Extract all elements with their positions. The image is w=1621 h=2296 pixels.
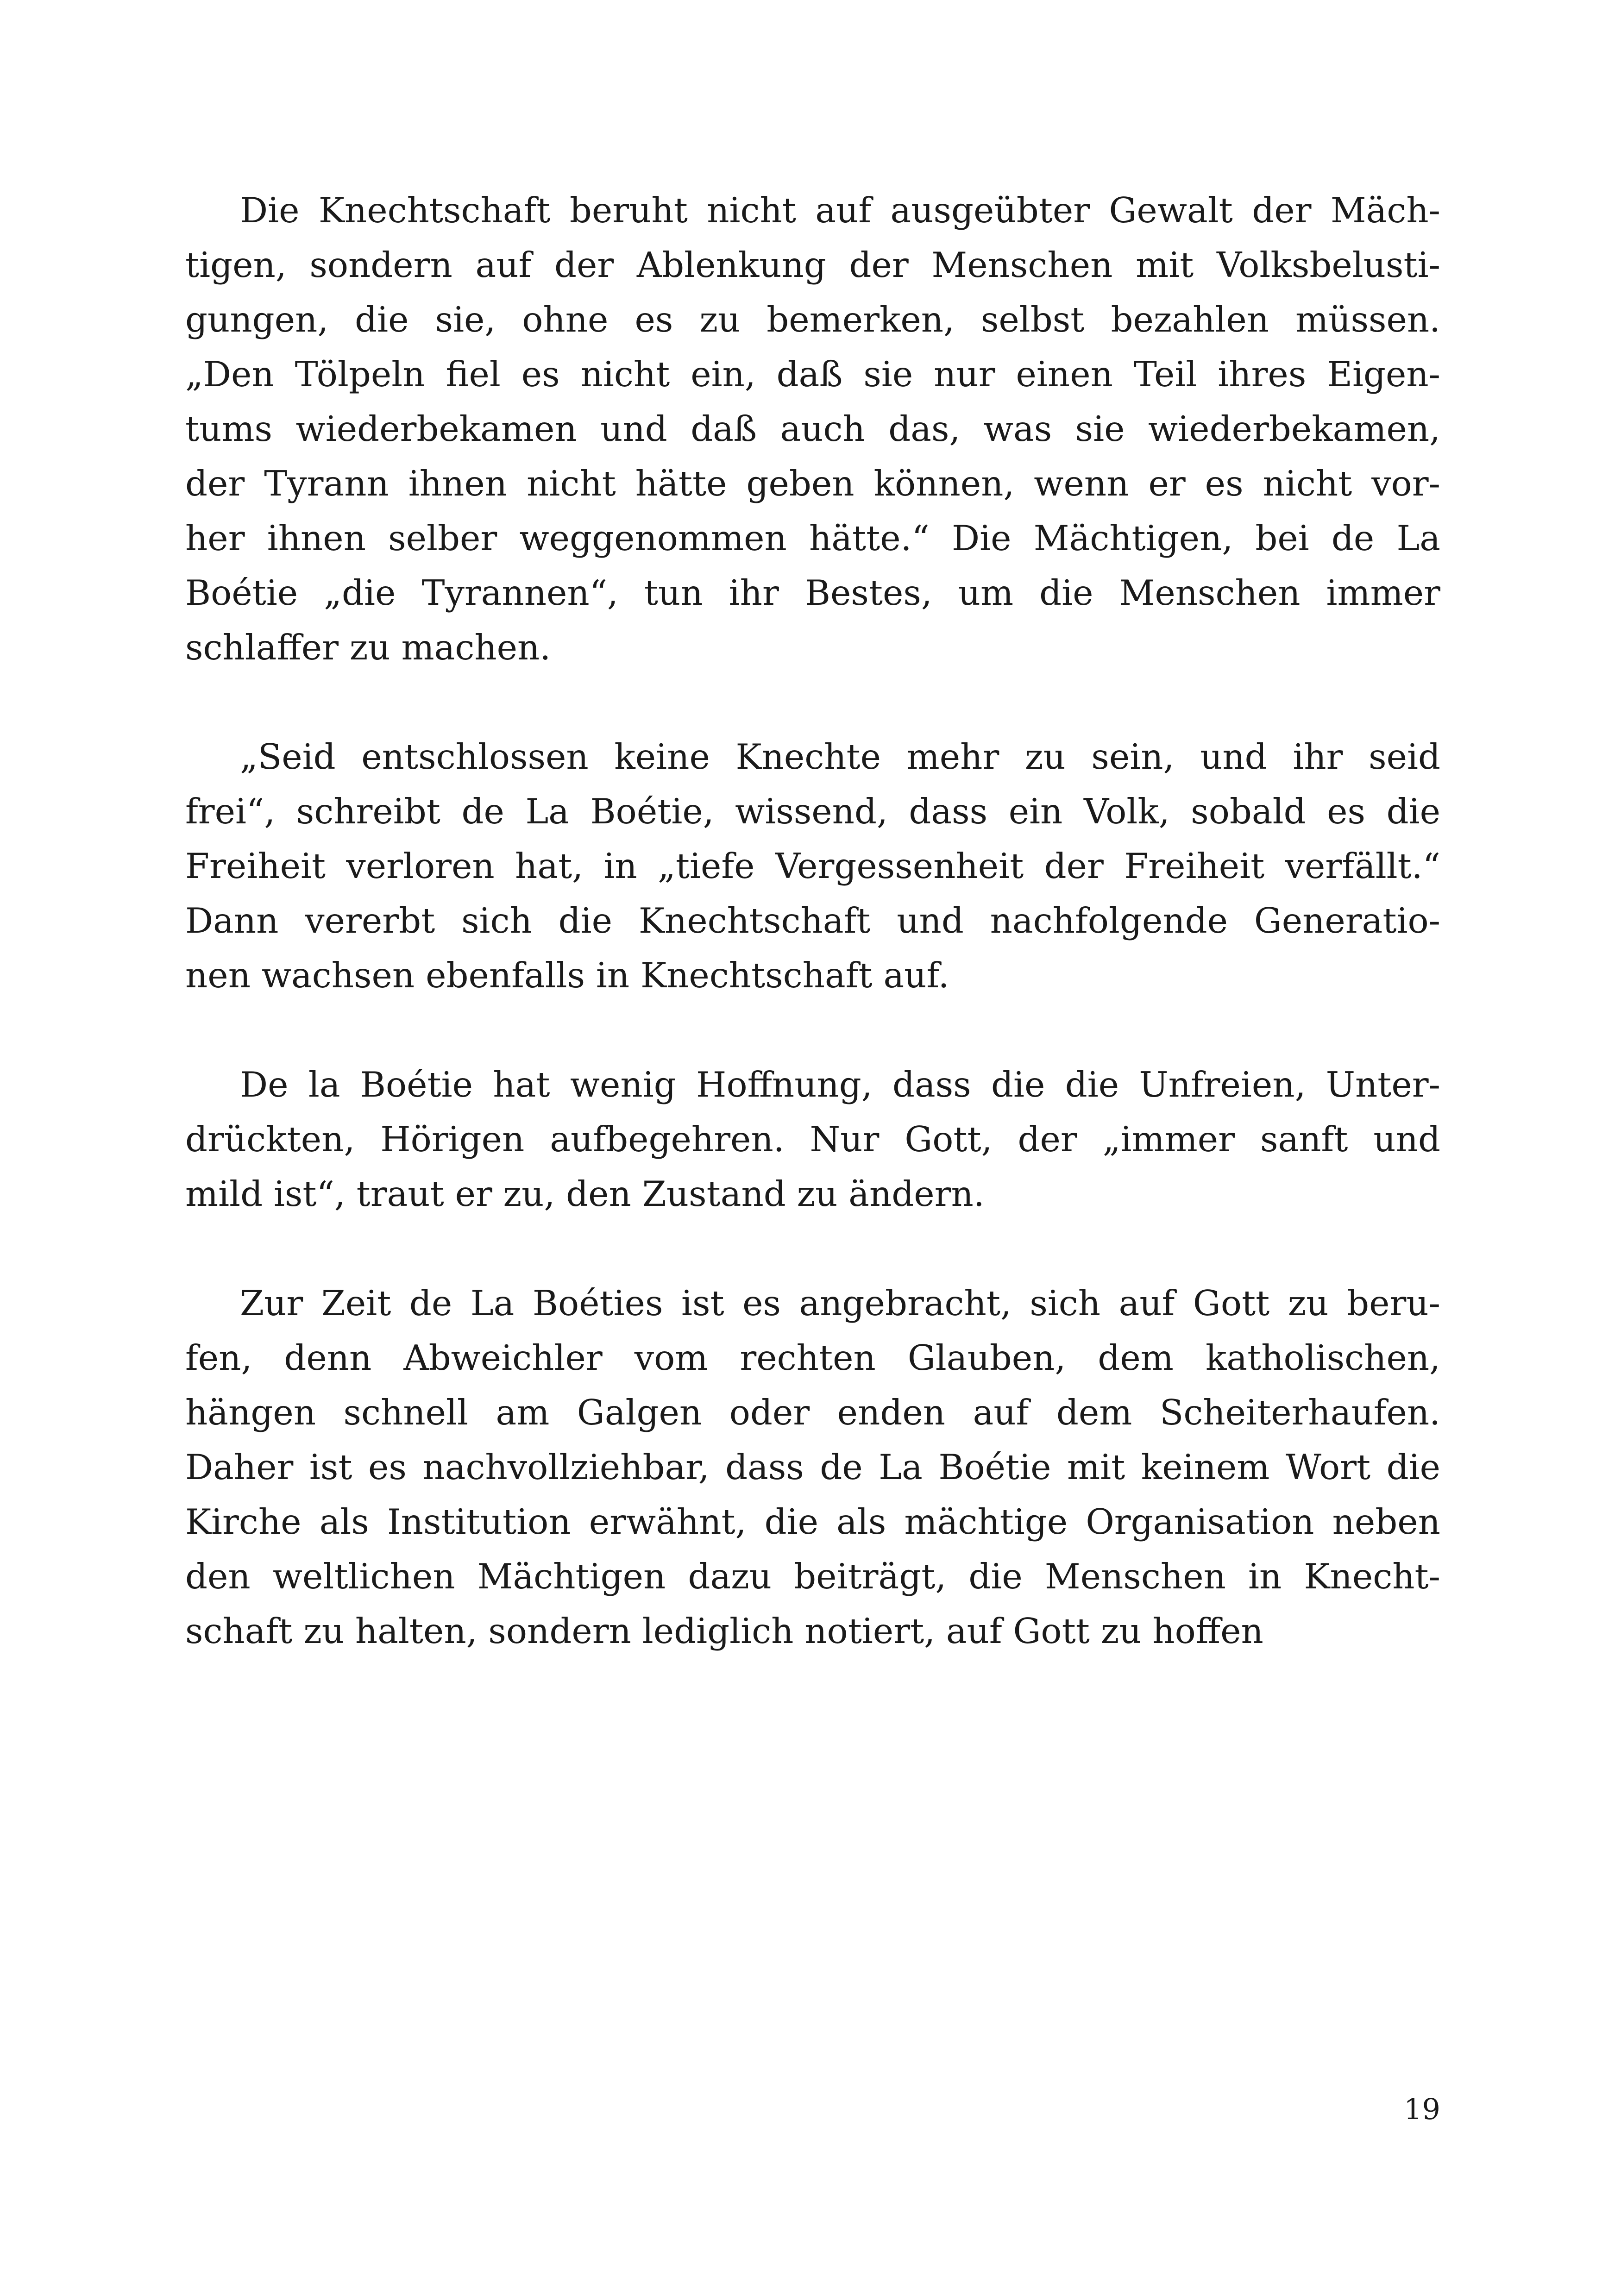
text-line: „Den Tölpeln fiel es nicht ein, daß sie nur einen Teil ihres Eigen- xyxy=(185,354,1440,395)
text-line: hängen schnell am Galgen oder enden auf dem Scheiterhaufen. xyxy=(185,1392,1440,1433)
text-line: Daher ist es nachvollziehbar, dass de La Boétie mit keinem Wort die xyxy=(185,1447,1440,1487)
text-line: frei“, schreibt de La Boétie, wissend, dass ein Volk, sobald es die xyxy=(185,791,1440,832)
text-line: den weltlichen Mächtigen dazu beiträgt, die Menschen in Knecht- xyxy=(185,1556,1440,1597)
text-line: Die Knechtschaft beruht nicht auf ausgeübter Gewalt der Mäch- xyxy=(240,190,1440,231)
text-line: Zur Zeit de La Boéties ist es angebracht, sich auf Gott zu beru- xyxy=(240,1283,1440,1324)
text-line: schlaffer zu machen. xyxy=(185,627,551,668)
text-line: gungen, die sie, ohne es zu bemerken, selbst bezahlen müssen. xyxy=(185,299,1440,340)
text-line: De la Boétie hat wenig Hoffnung, dass die die Unfreien, Unter- xyxy=(240,1064,1440,1105)
text-line: der Tyrann ihnen nicht hätte geben können, wenn er es nicht vor- xyxy=(185,463,1440,504)
text-line: fen, denn Abweichler vom rechten Glauben, dem katholischen, xyxy=(185,1337,1440,1378)
text-line: tigen, sondern auf der Ablenkung der Menschen mit Volksbelusti- xyxy=(185,245,1440,285)
text-line: Kirche als Institution erwähnt, die als mächtige Organisation neben xyxy=(185,1501,1440,1542)
text-line: mild ist“, traut er zu, den Zustand zu ändern. xyxy=(185,1173,985,1214)
page-number: 19 xyxy=(1404,2092,1440,2126)
paragraph-4 xyxy=(185,1276,1440,1658)
text-line: Boétie „die Tyrannen“, tun ihr Bestes, um die Menschen immer xyxy=(185,572,1440,613)
text-line: nen wachsen ebenfalls in Knechtschaft auf. xyxy=(185,955,949,996)
paragraph-1 xyxy=(185,183,1440,675)
text-line: schaft zu halten, sondern lediglich notiert, auf Gott zu hoffen xyxy=(185,1611,1263,1651)
text-line: Dann vererbt sich die Knechtschaft und nachfolgende Generatio- xyxy=(185,900,1440,941)
text-line: „Seid entschlossen keine Knechte mehr zu sein, und ihr seid xyxy=(240,736,1440,777)
text-line: her ihnen selber weggenommen hätte.“ Die Mächtigen, bei de La xyxy=(185,518,1440,558)
paragraph-2 xyxy=(185,729,1440,1003)
text-line: drückten, Hörigen aufbegehren. Nur Gott, der „immer sanft und xyxy=(185,1119,1440,1160)
text-line: tums wiederbekamen und daß auch das, was sie wiederbekamen, xyxy=(185,408,1440,449)
paragraph-3 xyxy=(185,1057,1440,1221)
body-text xyxy=(185,183,1440,1658)
text-line: Freiheit verloren hat, in „tiefe Vergessenheit der Freiheit verfällt.“ xyxy=(185,846,1440,886)
